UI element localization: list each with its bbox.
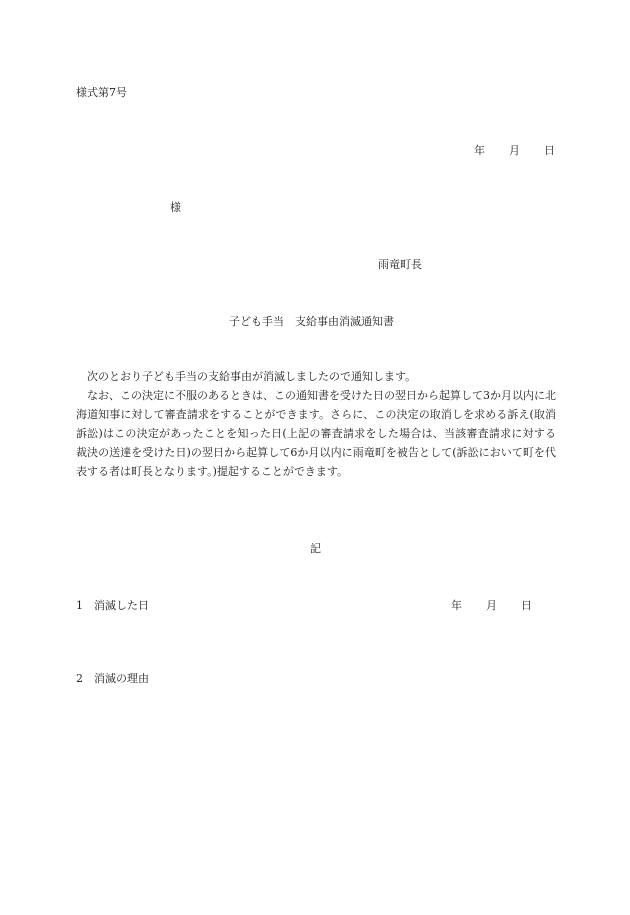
date-month-label: 月 <box>509 144 520 157</box>
body-paragraph-2: なお、この決定に不服のあるときは、この通知書を受けた日の翌日から起算して3か月以内に北海道知事に対して審査請求をすることができます。さらに、この決定の取消しを求める訴え(取消訴訟)はこの決定があったことを知った日(上記の審査請求をした場合は、当該審査請求に対する裁決の送達を受けた日)の翌日から起算して6か月以内に雨竜町を被告として(訴訟において町を代表する者は町長となります。)提起することができます。 <box>76 389 556 478</box>
notice-body <box>76 367 556 481</box>
item-1-day-label: 日 <box>521 599 532 612</box>
date-header <box>474 142 555 158</box>
item-2-label: 2 消滅の理由 <box>76 672 149 685</box>
form-number: 様式第7号 <box>76 86 127 99</box>
body-paragraph-1: 次のとおり子ども手当の支給事由が消滅しましたので通知します。 <box>87 370 417 383</box>
issuer-name: 雨竜町長 <box>378 258 422 271</box>
item-1-year-label: 年 <box>451 599 462 612</box>
document-title: 子ども手当 支給事由消滅通知書 <box>229 315 394 328</box>
addressee-suffix: 様 <box>170 201 181 214</box>
ki-heading: 記 <box>310 542 321 555</box>
item-1-label: 1 消滅した日 <box>76 599 149 612</box>
item-1-date <box>451 597 532 613</box>
date-day-label: 日 <box>544 144 555 157</box>
item-1-month-label: 月 <box>486 599 497 612</box>
date-year-label: 年 <box>474 144 485 157</box>
